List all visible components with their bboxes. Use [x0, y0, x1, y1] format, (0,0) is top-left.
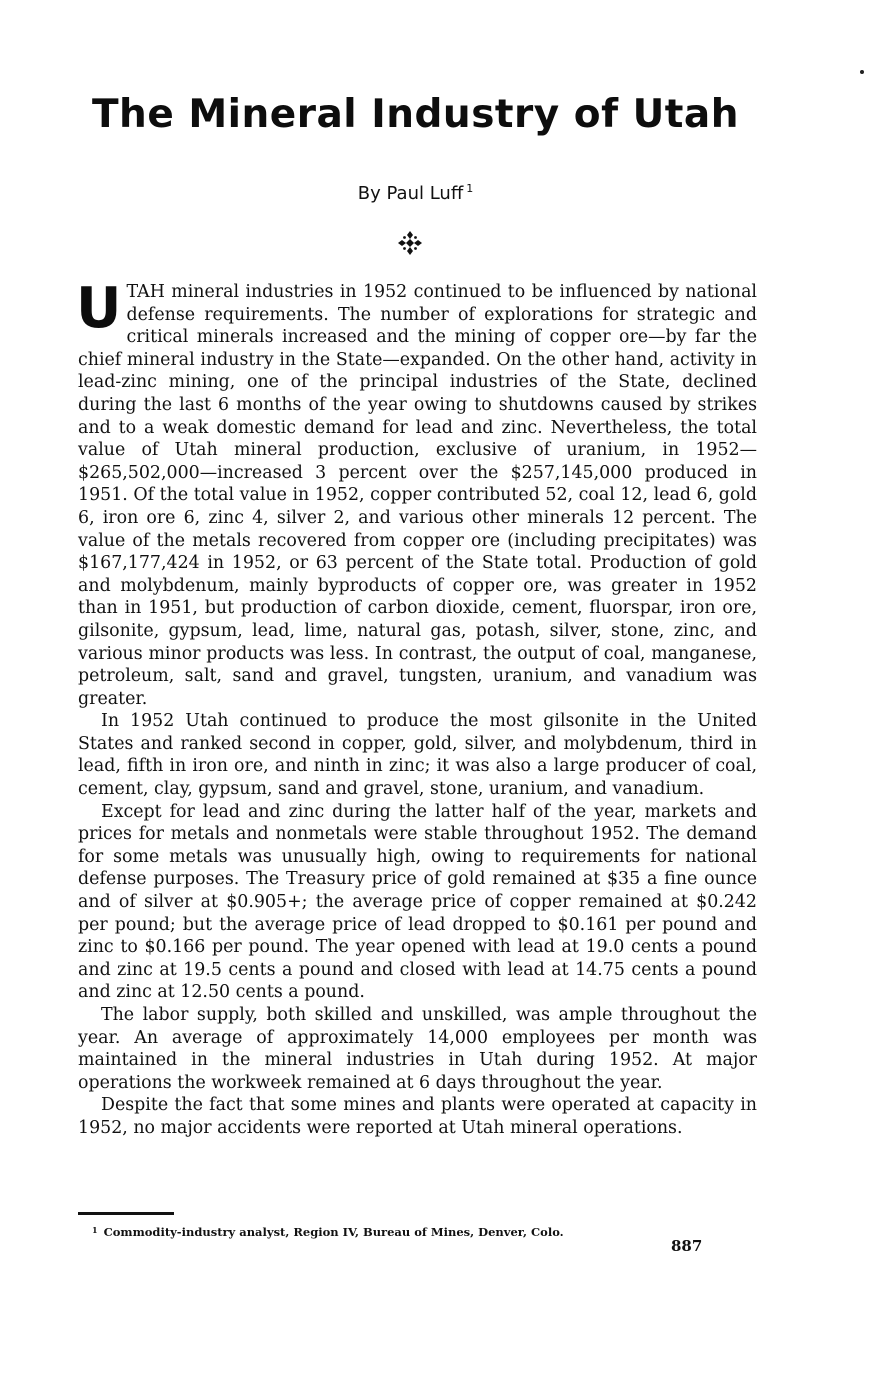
author-byline	[0, 182, 831, 204]
page-number: 887	[671, 1237, 703, 1255]
paragraph-1	[76, 276, 757, 710]
paragraph-2: In 1952 Utah continued to produce the most gilsonite in the United States and ranked second in copper, gold, silver, and molybdenum, third in lead, fifth in iron ore, and ninth in zinc; it was also a large producer of coal, cement, clay, gypsum, sand and gravel, stone, uranium, and vanadium.	[78, 711, 757, 800]
paragraph-3: Except for lead and zinc during the latter half of the year, markets and prices for metals and nonmetals were stable throughout 1952. The demand for some metals was unusually high, owing to requirements for national defense purposes. The Treasury price of gold remained at $35 a fine ounce and of silver at $0.905+; the average price of copper remained at $0.242 per pound; but the average price of lead dropped to $0.161 per pound and zinc to $0.166 per pound. The year opened with lead at 19.0 cents a pound and zinc at 19.5 cents a pound and closed with lead at 14.75 cents a pound and zinc at 12.50 cents a pound.	[78, 801, 757, 1003]
footnote-text: Commodity-industry analyst, Region IV, Bureau of Mines, Denver, Colo.	[103, 1225, 564, 1239]
paragraph-1-text: TAH mineral industries in 1952 continued to be influenced by national defense requirements. The number of explorations for strategic and critical minerals increased and the mining of copper ore—by far the chief mineral industry in the State—expanded. On the other hand, activity in lead-zinc mining, one of the principal industries of the State, declined during the last 6 months of the year owing to shutdowns caused by strikes and to a weak domestic demand for lead and zinc. Nevertheless, the total value of Utah mineral production, exclusive of uranium, in 1952—$265,502,000—increased 3 percent over the $257,145,000 produced in 1951. Of the total value in 1952, copper contributed 52, coal 12, lead 6, gold 6, iron ore 6, zinc 4, silver 2, and various other minerals 12 percent. The value of the metals recovered from copper ore (including precipitates) was $167,177,424 in 1952, or 63 percent of the State total. Production of gold and molybdenum, mainly byproducts of copper ore, was greater in 1952 than in 1951, but production of carbon dioxide, cement, fluorspar, iron ore, gilsonite, gypsum, lead, lime, natural gas, potash, silver, stone, zinc, and various minor products was less. In contrast, the output of coal, manganese, petroleum, salt, sand and gravel, tungsten, uranium, and vanadium was greater.	[78, 282, 757, 709]
paragraph-4: The labor supply, both skilled and unskilled, was ample throughout the year. An average of approximately 14,000 employees per month was maintained in the mineral industries in Utah during 1952. At major operations the workweek remained at 6 days throughout the year.	[78, 1005, 757, 1093]
drop-cap: U	[76, 276, 122, 341]
footnote-mark: 1	[92, 1225, 98, 1235]
footnote-divider	[78, 1212, 174, 1215]
paragraph-5: Despite the fact that some mines and plants were operated at capacity in 1952, no major accidents were reported at Utah mineral operations.	[78, 1095, 757, 1138]
byline-footnote-mark: 1	[466, 182, 474, 195]
margin-mark	[860, 70, 864, 74]
footnote	[92, 1225, 732, 1239]
article-body	[76, 276, 757, 1140]
article-title: The Mineral Industry of Utah	[91, 92, 740, 137]
diamond-ornament-icon	[397, 230, 423, 256]
byline-text: By Paul Luff	[357, 183, 464, 204]
